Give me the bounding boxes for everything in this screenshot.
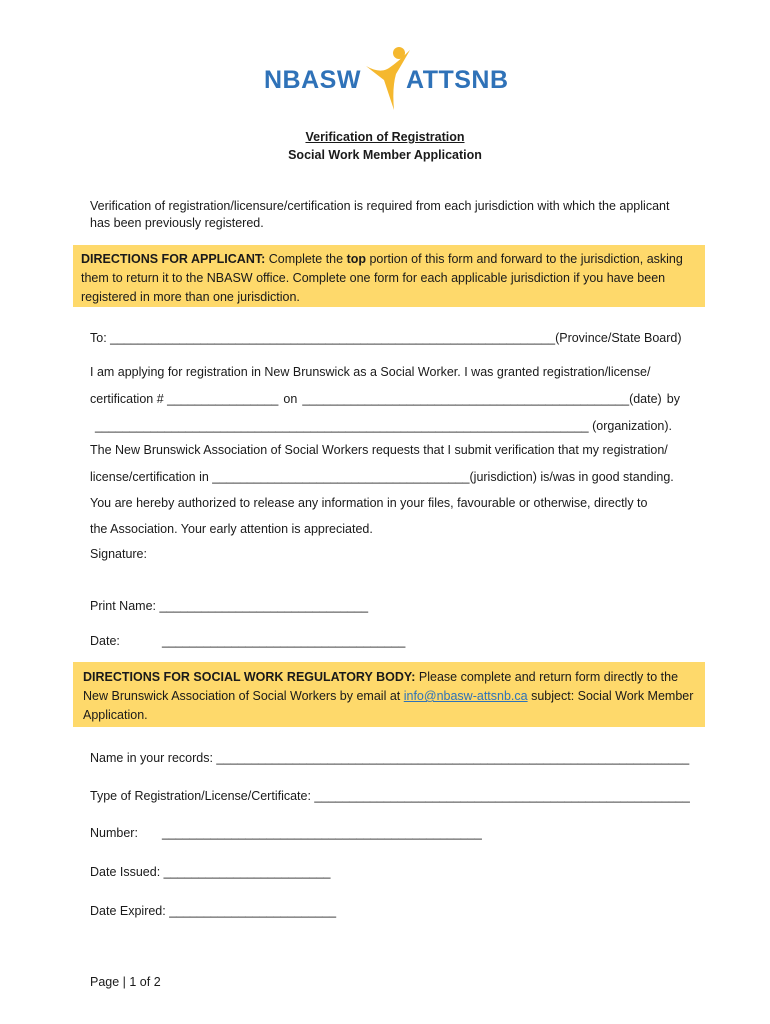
intro-paragraph: Verification of registration/licensure/certification is required from each jurisdiction with which the applicant has been previously registered.	[90, 199, 670, 230]
applicant-directions-box	[73, 245, 705, 307]
email-link[interactable]: info@nbasw-attsnb.ca	[403, 689, 528, 703]
form-paragraph-line: I am applying for registration in New Brunswick as a Social Worker. I was granted registration/license/	[90, 365, 651, 379]
name-in-records-field[interactable]: Name in your records: ____________________________________________________________________	[90, 751, 690, 765]
certification-date-field[interactable]: _______________________________________________(date)	[302, 392, 662, 406]
page-number: Page | 1 of 2	[90, 975, 161, 989]
document-subtitle: Social Work Member Application	[288, 148, 482, 162]
applicant-directions-text-cont: portion of this form and forward to the jurisdiction, asking them to return it to the NBASW office. Complete one form for each applicable jurisdiction if you have been registered in more than one jurisdiction.	[81, 252, 683, 304]
organization-logo	[262, 44, 508, 114]
date-issued-field[interactable]: Date Issued: ________________________	[90, 865, 331, 879]
regulatory-directions-box	[73, 662, 705, 727]
logo-text-nbasw: NBASW	[264, 66, 361, 94]
form-paragraph-line: the Association. Your early attention is appreciated.	[90, 522, 373, 536]
number-field[interactable]: ______________________________________________	[162, 826, 482, 840]
logo-text-attsnb: ATTSNB	[406, 66, 509, 94]
applicant-directions-emphasis: top	[346, 252, 366, 266]
date-label: Date:	[90, 634, 120, 648]
applicant-directions-label: DIRECTIONS FOR APPLICANT:	[81, 252, 266, 266]
certification-number-field[interactable]: certification # ________________	[90, 392, 279, 406]
on-label: on	[283, 392, 298, 406]
form-paragraph-line: The New Brunswick Association of Social Workers requests that I submit verification that my registration/	[90, 443, 668, 457]
jurisdiction-field[interactable]: license/certification in _____________________________________(jurisdiction) is/was in good standing.	[90, 470, 674, 484]
document-title: Verification of Registration	[305, 130, 465, 144]
print-name-field[interactable]: Print Name: ______________________________	[90, 599, 369, 613]
to-field[interactable]: To: ________________________________________________________________(Province/State Board)	[90, 331, 682, 345]
form-paragraph-line: You are hereby authorized to release any information in your files, favourable or otherwise, directly to	[90, 496, 648, 510]
certification-date-line	[90, 392, 680, 406]
applicant-directions-text: Complete the	[265, 252, 347, 266]
number-label: Number:	[90, 826, 138, 840]
registration-type-field[interactable]: Type of Registration/License/Certificate: ______________________________________________________	[90, 789, 690, 803]
signature-label: Signature:	[90, 547, 147, 561]
regulatory-directions-label: DIRECTIONS FOR SOCIAL WORK REGULATORY BODY:	[83, 670, 416, 684]
regulatory-directions-text: Please complete and return form directly to the New Brunswick Association of Social Workers by email at	[83, 670, 679, 703]
date-field[interactable]: ___________________________________	[162, 634, 406, 648]
regulatory-directions-text-cont: subject: Social Work Member Application.	[83, 689, 694, 722]
organization-field[interactable]: _______________________________________________________________________ (organization).	[95, 419, 672, 433]
date-expired-field[interactable]: Date Expired: ________________________	[90, 904, 337, 918]
by-label: by	[666, 392, 680, 406]
